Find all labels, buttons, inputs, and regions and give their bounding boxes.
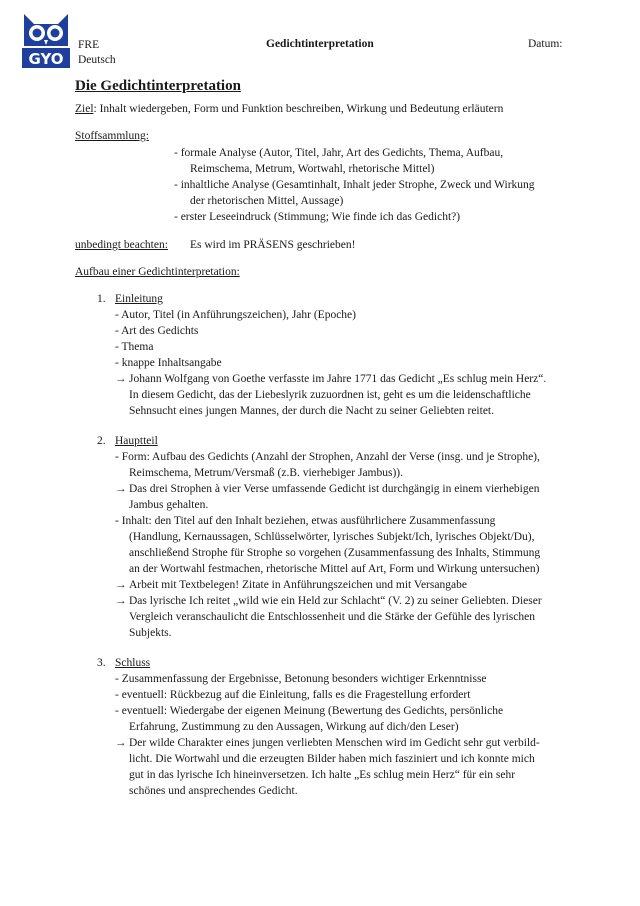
hauptteil-inhalt-line: anschließend Strophe für Strophe so vorgehen (Zusammenfassung des Inhalts, Stimmung [129,547,541,559]
page-title: Die Gedichtinterpretation [75,78,241,94]
schluss-example-line: schönes und ansprechendes Gedicht. [129,785,298,797]
ziel-text: : Inhalt wiedergeben, Form und Funktion beschreiben, Wirkung und Bedeutung erläutern [93,103,504,115]
stoff-line: - erster Leseeindruck (Stimmung; Wie finde ich das Gedicht?) [174,211,461,223]
schluss-item: Erfahrung, Zustimmung zu den Aussagen, Wirkung auf dich/den Leser) [129,721,459,733]
einleitung-example-line: In diesem Gedicht, das der Liebeslyrik zuzuordnen ist, geht es um die leidenschaftliche [129,389,531,401]
header-date-label: Datum: [528,38,563,50]
einleitung-item: - Autor, Titel (in Anführungszeichen), Jahr (Epoche) [115,309,356,321]
schluss-item: - eventuell: Wiedergabe der eigenen Meinung (Bewertung des Gedichts, persönliche [115,705,504,717]
arrow-icon: → [115,483,127,495]
arrow-icon: → [115,595,127,607]
hauptteil-form-line: Reimschema, Metrum/Versmaß (z.B. vierhebiger Jambus)). [129,467,404,479]
hauptteil-inhalt-line: - Inhalt: den Titel auf den Inhalt beziehen, etwas ausführlichere Zusammenfassung [115,515,496,527]
schluss-item: - eventuell: Rückbezug auf die Einleitung, falls es die Fragestellung erfordert [115,689,471,701]
hauptteil-inhalt-line: an der Wortwahl festmachen, rhetorische Mittel auf Art, Form und Wirkung untersuchen) [129,563,540,575]
schluss-heading: Schluss [115,657,151,669]
stoffsammlung-heading: Stoffsammlung: [75,130,149,142]
ziel-line [75,101,503,117]
schluss-number: 3. [97,657,106,669]
hauptteil-form-example: Jambus gehalten. [129,499,209,511]
hauptteil-inhalt-example: Vergleich veranschaulicht die Entschlossenheit und die Stärke der Gefühle des lyrischen [129,611,535,623]
header-school-info [78,38,116,68]
einleitung-item: - knappe Inhaltsangabe [115,357,222,369]
ziel-label: Ziel [75,103,94,115]
hauptteil-number: 2. [97,435,106,447]
stoff-line: - inhaltliche Analyse (Gesamtinhalt, Inhalt jeder Strophe, Zweck und Wirkung [174,179,535,191]
arrow-icon: → [115,737,127,749]
school-owl-logo [20,10,72,70]
beachten-text: Es wird im PRÄSENS geschrieben! [190,239,356,251]
hauptteil-form-example: → Das drei Strophen à vier Verse umfassende Gedicht ist durchgängig in einem vierhebigen [115,483,540,495]
schluss-item: - Zusammenfassung der Ergebnisse, Betonung besonders wichtiger Erkenntnisse [115,673,487,685]
stoff-line: Reimschema, Metrum, Wortwahl, rhetorische Mittel) [190,163,435,175]
schluss-example-line: → Der wilde Charakter eines jungen verliebten Menschen wird im Gedicht sehr gut verbild- [115,737,540,749]
schluss-example-line: gut in das lyrische Ich hineinversetzen. Ich halte „Es schlug mein Herz“ für ein sehr [129,769,516,781]
hauptteil-inhalt-example: → Das lyrische Ich reitet „wild wie ein Held zur Schlacht“ (V. 2) zu seiner Geliebten. Dieser [115,595,542,607]
hauptteil-inhalt-example: Subjekts. [129,627,172,639]
arrow-icon: → [115,373,127,385]
beachten-label: unbedingt beachten: [75,239,168,251]
einleitung-number: 1. [97,293,106,305]
einleitung-item: - Thema [115,341,154,353]
arrow-icon: → [115,579,127,591]
svg-text:GYO: GYO [28,50,64,68]
einleitung-item: - Art des Gedichts [115,325,199,337]
hauptteil-inhalt-line: (Handlung, Kernaussagen, Schlüsselwörter, lyrisches Subjekt/Ich, lyrisches Objekt/Du), [129,531,535,543]
schluss-example-line: licht. Die Wortwahl und die erzeugten Bilder haben mich fasziniert und ich konnte mich [129,753,535,765]
einleitung-example-line: Sehnsucht eines jungen Mannes, der durch die Nacht zu seiner Geliebten reitet. [129,405,495,417]
aufbau-heading: Aufbau einer Gedichtinterpretation: [75,266,240,278]
stoff-line: der rhetorischen Mittel, Aussage) [190,195,344,207]
hauptteil-form-line: - Form: Aufbau des Gedichts (Anzahl der Strophen, Anzahl der Verse (insg. und je Strophe), [115,451,540,463]
header-school-line1: FRE [78,39,100,51]
hauptteil-beleg: → Arbeit mit Textbelegen! Zitate in Anführungszeichen und mit Versangabe [115,579,467,591]
stoff-line: - formale Analyse (Autor, Titel, Jahr, Art des Gedichts, Thema, Aufbau, [174,147,504,159]
einleitung-heading: Einleitung [115,293,163,305]
einleitung-example-line: → Johann Wolfgang von Goethe verfasste im Jahre 1771 das Gedicht „Es schlug mein Herz“. [115,373,547,385]
hauptteil-heading: Hauptteil [115,435,158,447]
header-subject: Deutsch [78,54,116,66]
header-title: Gedichtinterpretation [266,38,374,50]
